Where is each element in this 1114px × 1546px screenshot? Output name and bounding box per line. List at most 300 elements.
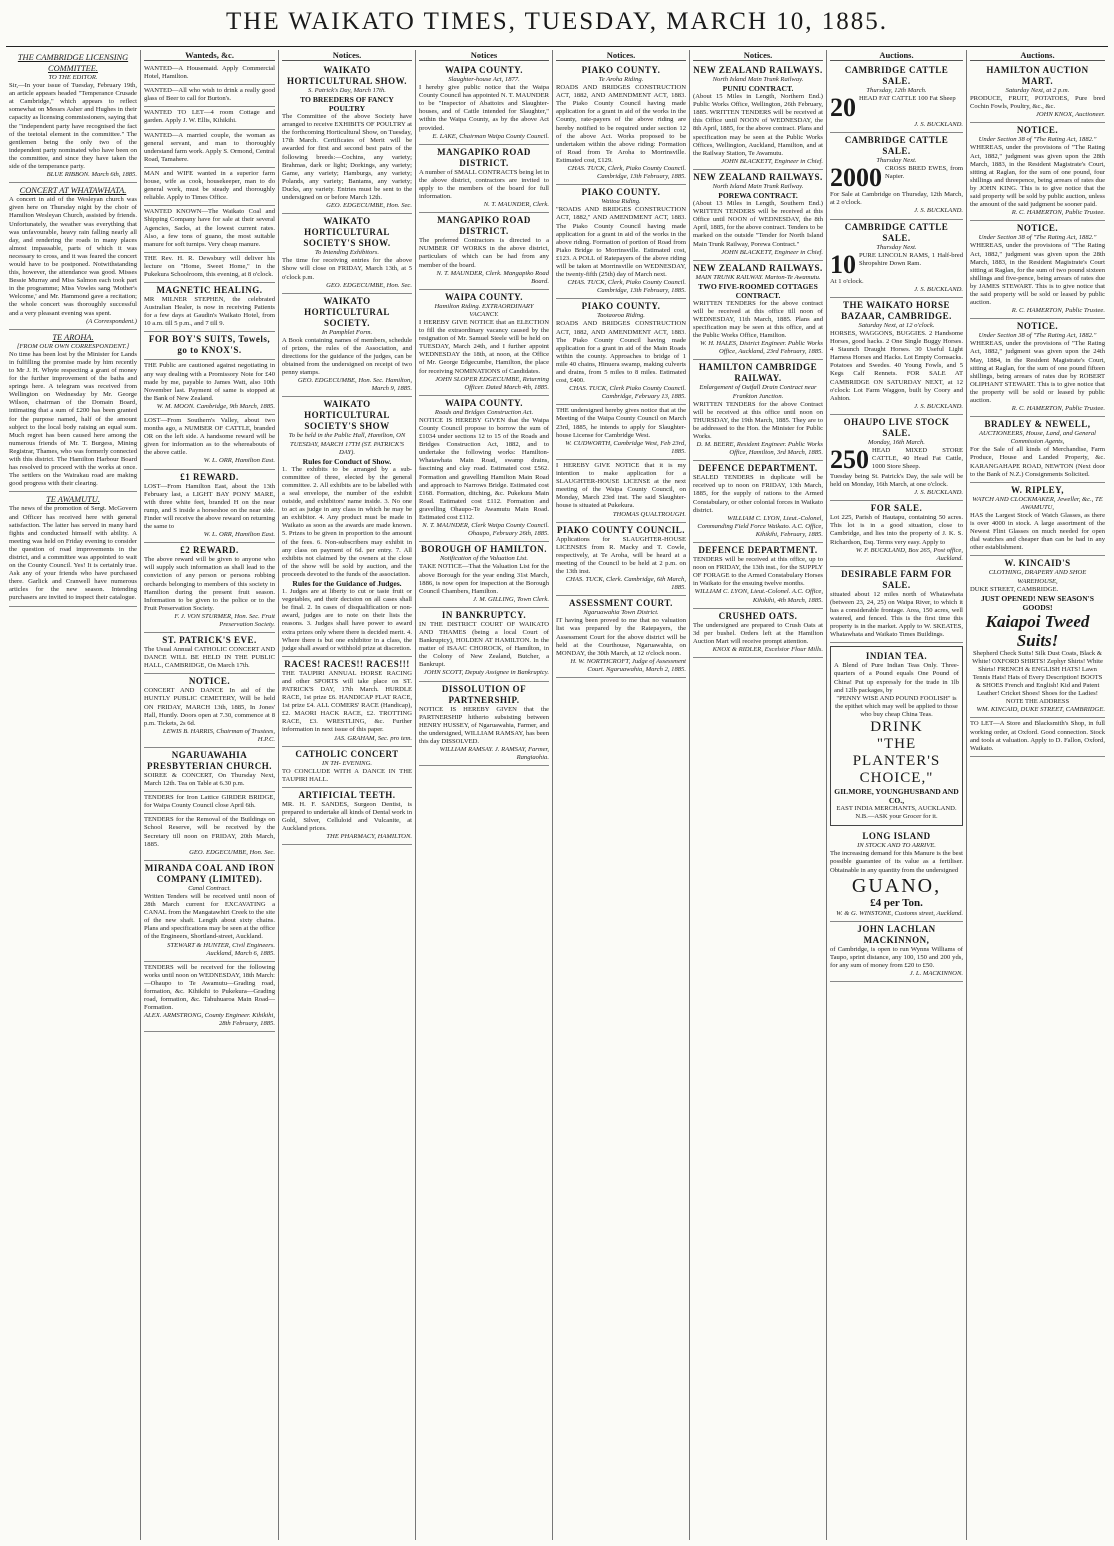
tea-note: N.B.—ASK your Grocer for it. [855, 813, 938, 821]
ad-lot-row [830, 165, 963, 191]
ad-title: FOR BOY'S SUITS, Towels, go to KNOX'S. [148, 334, 271, 356]
ad-signature: GEO. EDGECUMBE, Hon. Sec. [189, 848, 275, 856]
ad-signature: JOHN BLACKETT, Engineer in Chief. [721, 248, 823, 256]
column-heading: Auctions. [830, 50, 963, 61]
advertisement-block [282, 788, 412, 845]
advertisement-block [970, 319, 1105, 417]
column-heading: Notices. [693, 50, 823, 61]
ad-title: LONG ISLAND [862, 831, 931, 842]
ad-title: CONCERT AT WHATAWHATA. [19, 186, 127, 196]
ad-body: PRODUCE, FRUIT, POTATOES, Pure bred Cochin Fowls, Poultry, &c., &c. [970, 95, 1105, 111]
ad-body: WHEREAS, under the provisions of "The Rating Act, 1882," judgment was given upon the 24th May, 1884, in the Resident Magistrate's Court, sitting at Raglan, for the sum of one pound fifteen shillings, being arrears of rates due by ROBERT OLIPHANT STEWART. This is to give notice that the property will be sold or leased by public auction. [970, 340, 1105, 404]
ad-title: BRADLEY & NEWELL, [984, 419, 1091, 430]
advertisement-block [970, 556, 1105, 718]
ad-heading: Rules for Conduct of Show. [302, 456, 392, 466]
ad-signature: N. T. MAUNDER, Clerk Waipa County Council. Ohaupo, February 26th, 1885. [422, 522, 549, 538]
ad-signature: STEWART & HUNTER, Civil Engineers. Auckland, March 6, 1885. [167, 941, 275, 957]
ad-signature: JOHN KNOX, Auctioneer. [1035, 111, 1105, 119]
ad-title: TE AWAMUTU. [46, 495, 100, 505]
ad-subtitle: AUCTIONEERS, House, Land, and General Commission Agents, [978, 430, 1097, 446]
advertisement-block [144, 792, 275, 814]
ad-body: TENDERS will be received at this office, up to noon on FRIDAY, the 13th inst., for the SUPPLY OF FORAGE to the Armed Constabulary Horses in Waikato for the ensuing twelve months. [693, 556, 823, 588]
ad-body: A Book containing names of members, schedule of prizes, the rules of the Association, and directions for the guidance of the judges, can be obtained from the undersigned on receipt of two penny stamps. [282, 336, 412, 377]
advertisement-block [144, 415, 275, 470]
ad-signature: W. L. ORR, Hamilton East. [203, 457, 275, 465]
ad-title: DEFENCE DEPARTMENT. [698, 545, 818, 556]
masthead-rule [6, 46, 1108, 47]
ad-title: WAIKATO HORTICULTURAL SHOW. [286, 65, 408, 86]
ad-title: NEW ZEALAND RAILWAYS. [693, 262, 823, 273]
ad-signature: J. S. BUCKLAND. [914, 207, 963, 215]
kaiapoi-heading: Kaiapoi Tweed Suits! [985, 611, 1090, 650]
ad-body: (About 13 Miles in Length, Southern End.) WRITTEN TENDERS will be received at this Office until NOON of WEDNESDAY, the 8th April, 1885, for the above contract. Tenders to be marked on the outside "Tender for North Island Main Trunk Railway, Porewa Contract." [693, 200, 823, 248]
ad-signature: GEO. EDGECUMBE, Hon. Sec. [326, 281, 412, 289]
advertisement-block [693, 170, 823, 261]
lot-count: 20 [830, 93, 856, 123]
ad-title: W. KINCAID'S [1004, 558, 1071, 569]
column-heading: Notices [419, 50, 549, 61]
ad-body: The Committee of the above Society have arranged to receive EXHIBITS OF POULTRY at the forthcoming Horticultural Show, on Tuesday, 17th March. Certificates of Merit will be awarded for first and second best pairs of the following breeds:—Cochins, any variety; Brahmas, dark or light; Dorkings, any variety; Game, any variety; Hamburgs, any variety; Polands, any variety; Bantams, any variety; Ducks, any variety. Entries must be sent to the undersigned on or before March 12th. [282, 113, 412, 202]
ad-signature: CHAS. TUCK, Clerk. Cambridge, 6th March, 1885. [565, 576, 686, 592]
ad-signature: ALEX. ARMSTRONG, County Engineer. Kihikihi, 28th February, 1885. [144, 1012, 276, 1028]
ad-title: THE CAMBRIDGE LICENSING COMMITTEE. [17, 53, 129, 73]
ad-body: NOTICE IS HEREBY GIVEN that the Waipa County Council propose to borrow the sum of £1034 under sections 12 to 15 of the Roads and Bridges Construction Act, 1882, and to undertake the following works: Hamilton-Whatawhata Main Road, swamp drains, fascining and clay road. Estimated cost £562. Formation and gravelling Hamilton Main Road and approach to Narrows Bridge. Estimated cost £168. Formation, ditching, &c. Pukekura Main Road. Estimated cost £112. Formation and gravelling Ohaupo-Te Awamutu Main Road. Estimated cost £112. [419, 416, 549, 522]
newspaper-columns [6, 50, 1108, 1540]
ad-subtitle: Canal Contract. [188, 884, 231, 892]
ad-signature: THE PHARMACY, HAMILTON. [326, 833, 412, 841]
ad-signature: CHAS. TUCK, Clerk, Piako County Council. Cambridge, 13th February, 1885. [567, 165, 686, 181]
guano-heading: GUANO, [851, 874, 942, 897]
advertisement-block [282, 63, 412, 214]
ad-body: The increasing demand for this Manure is the best possible guarantee of its value as a fertiliser. Obtainable in any quantity from the undersigned [830, 850, 963, 874]
ad-body: WRITTEN TENDERS for the above Contract will be received at this office until noon on THURSDAY, the 19th March, 1885. They are to be addressed to the Hon. the Minister for Public Works. [693, 400, 823, 440]
advertisement-block [419, 63, 549, 145]
ad-body: WANTED TO LET—4 room Cottage and garden. Apply J. W. Ellis, Kihikihi. [144, 109, 275, 125]
masthead-title: THE WAIKATO TIMES, TUESDAY, MARCH 10, 1885. [226, 8, 888, 35]
ad-subtitle: IN STOCK AND TO ARRIVE. [857, 842, 936, 850]
ad-signature: J. M. GILLING, Town Clerk. [473, 595, 549, 603]
ad-body: TO CONCLUDE WITH A DANCE IN THE TAUPIRI HALL. [282, 767, 412, 783]
ad-signature: F. J. VON STURMER, Hon. Sec. Fruit Preservation Society. [174, 612, 275, 628]
ad-title: WAIPA COUNTY. [444, 291, 523, 302]
ad-body: WANTED KNOWN—The Waikato Coal and Shipping Company have for sale at their several Agencies, Sacks, at the lowest current rates. Also, a few tons of guano, the most suitable manure for soft turnips. Very cheap manure. [144, 208, 275, 248]
ad-title: WAIPA COUNTY. [444, 397, 523, 408]
column-heading: Auctions. [970, 50, 1105, 61]
ad-signature: J. S. BUCKLAND. [914, 402, 963, 410]
ad-subtitle: Monday, 16th March. [868, 438, 925, 446]
ad-body: No time has been lost by the Minister for Lands in fulfilling the promise made by him recently to Mr J. H. Whyte respecting a grant of money for the further improvement of the baths and springs here. A telegram was received from Wellington on Wednesday by Mr. George Wilson, chairman of the Domain Board, intimating that a sum of £200 has been granted for the purpose named, half of the amount subject to the local body raising an equal sum. Much regret has been caused here among the numerous friends of Mr. T. Burgess, Mining Registrar, Thames, who was formerly connected with this district. The Hamilton Harbour Board has resolved to proceed with the works at once. The settlers on the Wairakau road are making good progress with their clearing. [9, 350, 137, 488]
ad-body: TENDERS for the Removal of the Buildings on School Reserve, will be received by the Secretary till noon on FRIDAY, 20th March, 1885. [144, 816, 275, 848]
ad-body: TENDERS will be received for the following works until noon on WEDNESDAY, 18th March:—Ohaupo to Te Awamutu—Grading road, formation, &c. Kihikihi to Pukekura—Grading road, formation, &c. Tahuhuaroa Main Road—Formation. [144, 963, 275, 1012]
ad-subtitle: To be held in the Public Hall, Hamilton, ON TUESDAY, MARCH 17TH (ST. PATRICK'S DAY). [288, 432, 406, 456]
ad-subtitle: Slaughter-house Act, 1877. [448, 76, 520, 83]
tea-quote: "PENNY WISE AND POUND FOOLISH" is the epithet which may well be applied to those who buy cheap China Teas. [835, 694, 958, 718]
ad-subtitle: Saturday Next, at 12 o'clock. [858, 321, 935, 329]
ad-signature: W. CUDWORTH, Cambridge West, Feb 23rd, 1885. [565, 439, 686, 455]
ad-signature: JOHN BLACKETT, Engineer in Chief. [721, 157, 823, 165]
advertisement-block [282, 294, 412, 398]
advertisement-block [830, 63, 963, 133]
ad-body: THE undersigned hereby gives notice that at the Meeting of the Waipa County Council on March 23rd, 1885, he intends to apply for Slaughter-house License for Cambridge West. [556, 407, 686, 439]
ad-body: THE Rev. H. R. Dewsbury will deliver his lecture on "Home, Sweet Home," in the Pukekura Schoolroom, this evening, at 8 o'clock. [144, 254, 275, 278]
advertisement-block [970, 221, 1105, 319]
advertisement-block [970, 483, 1105, 557]
ad-signature: LEWIS B. HARRIS, Chairman of Trustees, H.P.C. [162, 727, 275, 743]
ad-body: TENDERS for Iron Lattice GIRDER BRIDGE, for Waipa County Council close April 6th. [144, 794, 275, 810]
advertisement-block [419, 290, 549, 396]
ad-subtitle: Thursday, 12th March. [866, 87, 927, 94]
ad-body: of Cambridge, is open to run Wynns Williams of Taupo, sprint distance, any 100, 150 and 200 yds, for any sum of money from £20 to £50. [830, 945, 963, 969]
ad-title: MANGAPIKO ROAD DISTRICT. [437, 146, 531, 168]
advertisement-block [693, 543, 823, 609]
ad-title: JOHN LACHLAN MACKINNON, [857, 923, 936, 945]
ad-body: The time for receiving entries for the above Show will close on FRIDAY, March 13th, at 5 o'clock p.m. [282, 257, 412, 281]
goods-list: Shepherd Check Suits! Silk Dust Coats, Black & White! OXFORD SHIRTS! Zephyr Shirts! White Shirts! FRENCH & ENGLISH HATS! Lawn Tennis Hats! Hats of Every Description! BOOTS & SHOES French and English! Kid and Patent Leather! Cricket Shoes! Shoes for the Ladies! [972, 649, 1103, 698]
advertisement-block [830, 501, 963, 567]
ad-body: HAS the Largest Stock of Watch Glasses, as there is over 4000 in stock. A large assortment of the Newest Flint Glasses on much needed for open dial watches and cheaper than can be had in any other establishment. [970, 511, 1105, 552]
ad-signature: GEO. EDGECUMBE, Hon. Sec. [326, 202, 412, 210]
ad-subtitle: TO THE EDITOR. [48, 74, 98, 81]
advertisement-block [282, 747, 412, 788]
ad-title: ASSESSMENT COURT. [569, 598, 673, 609]
column-5 [553, 50, 690, 1540]
ad-title: MIRANDA COAL AND IRON COMPANY (LIMITED). [144, 862, 275, 884]
ad-subtitle: Under Section 38 of "The Rating Act, 1882." [978, 332, 1097, 340]
column-6 [690, 50, 827, 1540]
ad-signature: CHAS. TUCK, Clerk Piako County Council. Cambridge, February 13, 1885. [569, 385, 686, 401]
ad-title: DESIRABLE FARM FOR SALE. [841, 568, 952, 590]
advertisement-block [282, 657, 412, 747]
ad-title: PIAKO COUNTY. [581, 187, 661, 198]
ad-signature: JOHN SCOTT, Deputy Assignee in Bankruptcy. [423, 669, 549, 677]
ad-body: A number of SMALL CONTRACTS being let in the above district, contractors are invited to apply to the members of the board for full information. [419, 168, 549, 201]
ad-signature: H. W. NORTHCROFT, Judge of Assessment Court. Ngaruawahia, March 2, 1885. [570, 657, 686, 673]
advertisement-block [9, 492, 137, 606]
ad-body: CONCERT AND DANCE In aid of the HUNTLY PUBLIC CEMETERY, Will be held ON FRIDAY, MARCH 13th, 1885, In Jones' Hall, Huntly. Doors open at 7.30, commence at 8 p.m. Tickets, 2s 6d. [144, 687, 275, 727]
new-goods-heading: JUST OPENED! NEW SEASON'S GOODS! [980, 593, 1095, 612]
ad-body: WANTED—A married couple, the woman as general servant, and man to thoroughly understand farm work. Apply S. Ormond, Central Road, Tamahere. [144, 131, 275, 163]
ad-heading: PUNIU CONTRACT. [722, 84, 794, 94]
ad-signature: J. S. BUCKLAND. [914, 285, 963, 293]
column-4 [416, 50, 553, 1540]
advertisement-block [830, 922, 963, 982]
ad-title: OHAUPO LIVE STOCK SALE. [843, 416, 950, 438]
advertisement-block [144, 253, 275, 283]
advertisement-block [419, 145, 549, 213]
ad-title: PIAKO COUNTY. [581, 301, 661, 312]
ad-title: ST. PATRICK'S EVE. [162, 635, 257, 646]
ad-signature: JOHN SLOPER EDGECUMBE, Returning Officer. Dated March 4th, 1885. [435, 375, 549, 391]
ad-body: SEALED TENDERS in duplicate will be received up to noon on FRIDAY, 13th March, 1885, for the supply of rations to the Armed Constabulary, or other colonial forces in Waikato district. [693, 474, 823, 514]
column-heading: Wanteds, &c. [144, 50, 275, 61]
advertisement-block [830, 298, 963, 415]
ad-subtitle: S. Patrick's Day, March 17th. [308, 87, 386, 94]
ad-body: I HEREBY GIVE NOTICE that an ELECTION to fill the extraordinary vacancy caused by the resignation of Mr. Samuel Steele will be held on TUESDAY, March 24th, and I further appoint WEDNESDAY the 18th, at noon, at the Office of Mr. George Edgecumbe, Hamilton, the place for receiving NOMINATIONS of Candidates. [419, 318, 549, 375]
ad-signature: R. C. HAMERTON, Public Trustee. [1011, 405, 1105, 413]
advertisement-block [970, 63, 1105, 123]
ad-title: CAMBRIDGE CATTLE SALE. [844, 221, 949, 243]
ad-signature: GEO. EDGECUMBE, Hon. Sec. Hamilton, March 9, 1885. [297, 377, 412, 393]
tea-firm-address: EAST INDIA MERCHANTS, AUCKLAND. [836, 805, 957, 813]
advertisement-block [144, 283, 275, 332]
column-8 [967, 50, 1108, 1540]
ad-title: NEW ZEALAND RAILWAYS. [693, 65, 823, 75]
ad-signature: D. M. BEERE, Resident Engineer. Public Works Office, Hamilton, 3rd March, 1885. [696, 441, 823, 457]
ad-signature: N. T. MAUNDER, Clerk. Mangapiko Road Board. [436, 269, 549, 285]
tea-firm: GILMORE, YOUNGHUSBAND AND CO., [834, 787, 959, 806]
advertisement-block [556, 596, 686, 678]
ad-signature: R. C. HAMERTON, Public Trustee. [1011, 209, 1105, 217]
ad-subtitle: CLOTHING, DRAPERY AND SHOE WAREHOUSE, [988, 569, 1087, 585]
ad-title: NEW ZEALAND RAILWAYS. [693, 171, 823, 182]
ad-body: TAKE NOTICE—That the Valuation List for the above Borough for the year ending 31st March, 1886, is now open for inspection at the Borough Council Chambers, Hamilton. [419, 563, 549, 595]
lot-count: 10 [830, 249, 856, 279]
advertisement-block [830, 567, 963, 644]
ad-body: SOIREE & CONCERT, On Thursday Next, March 12th. Tea on Table at 6.30 p.m. [144, 772, 275, 788]
ad-body: IT having been proved to me that no valuation list was prepared by the Ratepayers, the Assessment Court for the above district will be held at the Courthouse, Ngaruawahia, on MONDAY, the 30th March, at 12 o'clock noon. [556, 617, 686, 657]
advertisement-block [144, 962, 275, 1033]
ad-title: RACES! RACES!! RACES!!! [284, 658, 410, 669]
ad-body: The undersigned are prepared to Crush Oats at 3d per bushel. Orders left at the Hamilton Auction Mart will receive prompt attention. [693, 621, 823, 645]
ad-title: DEFENCE DEPARTMENT. [698, 463, 818, 474]
ad-subtitle: Enlargement of Outfall Drain Contract near Frankton Junction. [699, 384, 817, 400]
column-2 [141, 50, 279, 1540]
ad-title: MAGNETIC HEALING. [156, 285, 263, 296]
column-heading: Notices. [282, 50, 412, 61]
ad-title: WAIKATO HORTICULTURAL SOCIETY'S SHOW [304, 399, 390, 432]
ad-subtitle: Saturday Next, at 2 p.m. [1005, 87, 1070, 94]
ad-title: CRUSHED OATS. [718, 610, 798, 621]
ad-signature: R. C. HAMERTON, Public Trustee. [1011, 307, 1105, 315]
ad-body: Lot 225, Parish of Hautapu, containing 50 acres. This lot is in a good situation, close to Cambridge, and lies into the property of J. K. S. Richardson, Esq. Terms very easy. Apply to [830, 514, 963, 546]
advertisement-block [830, 646, 963, 826]
ad-heading: TO BREEDERS OF FANCY POULTRY [300, 95, 394, 114]
ad-body: The above reward will be given to anyone who will supply such information as shall lead to the conviction of any person or persons robbing orchards belonging to members of this society in Hamilton during the present fruit season. Information to be given to the police or to the Fruit Preservation Society. [144, 556, 275, 612]
ad-title: MANGAPIKO ROAD DISTRICT. [437, 215, 531, 237]
ad-title: FOR SALE. [870, 503, 923, 514]
ad-subtitle: Thursday Next. [876, 157, 917, 165]
ad-body: I hereby give public notice that the Waipa County Council has appointed N. T. MAUNDER to be "Inspector of Abattoirs and Slaughter-houses, and of Cattle intended for Slaughter," within the Waipa County, as by the above Act provided. [419, 84, 549, 132]
advertisement-block [419, 213, 549, 290]
ad-body: The preferred Contractors is directed to a NUMBER OF WORKS in the above district, particulars of which can be had from any member of the board. [419, 237, 549, 269]
planter-heading: "THE PLANTER'S CHOICE," [852, 736, 941, 787]
advertisement-block [970, 417, 1105, 483]
ad-body: ROADS AND BRIDGES CONSTRUCTION ACT, 1882, AND AMENDMENT ACT, 1883. The Piako County Council having made application for a grant in aid of the Main Roads within the county. Approaches to bridge of 1 mile 40 chains, Hinuera swamp, making culverts and drains, from 5 miles to 8 miles. Estimated cost, £400. [556, 320, 686, 385]
column-3 [279, 50, 416, 1540]
ad-signature: W. & G. WINSTONE, Customs street, Auckland. [836, 909, 963, 917]
ad-heading: Rules for the Guidance of Judges. [292, 579, 402, 589]
ad-title: NOTICE. [1016, 125, 1059, 136]
ad-title: DISSOLUTION OF PARTNERSHIP. [441, 683, 527, 705]
advertisement-block [419, 682, 549, 767]
ad-body: 1. Judges are at liberty to cut or taste fruit or vegetables, and their decision on all cases shall be final. 2. In cases of disqualification or non-award, judges are to note on their lists the reasons. 3. Judges shall have power to award extra prizes only where there is decided merit. 4. Where there is but one exhibitor in a class, the judge shall award or withhold prize at discretion. [282, 588, 412, 652]
ad-body: MR MILNER STEPHEN, the celebrated Australian Healer, is now in receiving Patients for a few days at Gaudin's Waikato Hotel, from 10 a.m. till 5 p.m., and 7 till 9. [144, 296, 275, 328]
ad-title: WAIPA COUNTY. [444, 65, 523, 75]
ad-body: DUKE STREET, CAMBRIDGE. [970, 585, 1059, 593]
ad-body: IN THE DISTRICT COURT OF WAIKATO AND THAMES (being a local Court of Bankruptcy), HOLDEN AT HAMILTON. In the matter of ISAAC CHOROCK, of Hamilton, in the Colony of New Zealand, Butcher, a Bankrupt. [419, 620, 549, 669]
ad-subtitle: North Island Main Trunk Railway. [712, 76, 804, 83]
column-heading: Notices. [556, 50, 686, 61]
ad-lot-row [830, 95, 963, 121]
ad-title: PIAKO COUNTY. [581, 65, 661, 75]
ad-title: NOTICE. [188, 676, 231, 687]
advertisement-block [693, 609, 823, 658]
ad-signature: JAS. GRAHAM, Sec. pro tem. [333, 734, 412, 742]
ad-body: A concert in aid of the Wesleyan church was given here on Thursday night by the choir of Hamilton Wesleyan Church, assisted by friends. Unfortunately, the weather was everything that was unfavourable, heavy rain falling nearly all day, and rendering the roads in many places almost impassable, parts of which it was necessary to cross, and it was feared the concert would have to be postponed. Notwithstanding this, however, the attendance was good. Misses Bessie Murray and Miss Salmon each took part in the programme; Miss Vowles sang 'Mother's Welcome,' and Mr. Hammond gave a recitation; the whole concert was thoroughly successful and a very pleasant evening was spent. [9, 196, 137, 317]
advertisement-block [419, 542, 549, 608]
ad-signature: W. L. ORR, Hamilton East. [203, 531, 275, 539]
ad-body: Tuesday being St. Patrick's Day, the sale will be held on Monday, 16th March, at one o'clock. [830, 472, 963, 489]
advertisement-block [830, 829, 963, 921]
ad-signature: W. F. BUCKLAND, Box 265, Post office, Auckland. [855, 546, 963, 562]
ad-subtitle: Notification of the Valuation List. [439, 555, 529, 563]
ad-subtitle: Roads and Bridges Construction Act. [434, 408, 534, 416]
advertisement-block [9, 50, 137, 183]
ad-signature: WILLIAM RAMSAY. J. RAMSAY, Farmer, Rangiaohia. [439, 746, 549, 762]
ad-title: INDIAN TEA. [865, 651, 928, 662]
advertisement-block [830, 133, 963, 219]
ad-subtitle: Under Section 38 of "The Rating Act, 1882." [978, 136, 1097, 144]
advertisement-block [556, 523, 686, 597]
ad-body: Written Tenders will be received until noon of 28th March current for EXCAVATING a CANAL from the Mangatawhiri Creek to the site of the new shaft. Length about sixty chains. Plans and specifications may be seen at the office of the Engineers, Shortland-street, Auckland. [144, 892, 275, 941]
advertisement-block [144, 814, 275, 860]
advertisement-block [144, 861, 275, 962]
ad-body: WRITTEN TENDERS for the above contract will be received at this office till noon of WEDNESDAY, 11th March, 1885. Plans and specification may be seen at this office, and at the Public Works Office, Hamilton. [693, 299, 823, 340]
ad-body: NOTICE IS HEREBY GIVEN that the PARTNERSHIP hitherto subsisting between HENRY HUSSEY, of Ngaruawahia, Farmer, and the undersigned, WILLIAM RAMSAY, has been this day DISSOLVED. [419, 705, 549, 745]
ad-title: TE AROHA. [52, 332, 94, 342]
ad-signature: J. L. MACKINNON. [909, 969, 963, 977]
advertisement-block [556, 460, 686, 523]
ad-subtitle: Taotaoroa Riding. [597, 312, 645, 320]
ad-body: LOST—From Southern's Valley, about two months ago, a NUMBER OF CATTLE, branded OR on the left side. A handsome reward will be given for information as to the whereabouts of the above cattle. [144, 417, 275, 457]
ad-title: HAMILTON AUCTION MART. [986, 65, 1089, 86]
ad-title: WAIKATO HORTICULTURAL SOCIETY. [304, 295, 390, 328]
ad-subtitle: IN TH- EVENING. [321, 759, 372, 767]
advertisement-block [144, 130, 275, 168]
ad-title: £2 REWARD. [180, 545, 239, 556]
lot-description: CROSS BRED EWES, from Napier. [885, 165, 963, 181]
ad-signature: W. H. HALES, District Engineer. Public Works Office, Auckland, 23rd February, 1885. [700, 340, 823, 356]
ad-body: The Usual Annual CATHOLIC CONCERT AND DANCE WILL BE HELD IN THE PUBLIC HALL, CAMBRIDGE, On March 17th. [144, 646, 275, 670]
advertisement-block [144, 748, 275, 792]
advertisement-block [144, 85, 275, 107]
ad-title: CAMBRIDGE CATTLE SALE. [844, 65, 949, 86]
ad-signature: BLUE RIBBON. March 6th, 1885. [46, 171, 137, 179]
ad-signature: (A Correspondent.) [86, 317, 137, 325]
guano-price: £4 per Ton. [870, 896, 923, 909]
ad-subtitle: Hamilton Riding. EXTRAORDINARY VACANCY. [434, 302, 534, 318]
lot-description: HEAD FAT CATTLE 100 Fat Sheep [859, 95, 956, 103]
ad-body: For the Sale of all kinds of Merchandise, Farm Produce, House and Landed Property, &c. KARANGAHAPE ROAD, NEWTON (Next door to the Bank of N.Z.) Consignments Solicited. [970, 446, 1105, 478]
advertisement-block [144, 168, 275, 206]
ad-body: TO LET—A Store and Blacksmith's Shop, in full working order, at Oxford. Good connection. Stock and tools at valuation. Apply to D. Fallon, Oxford, Waikato. [970, 720, 1105, 752]
ad-body: For Sale at Cambridge on Thursday, 12th March, at 2 o'clock. [830, 191, 963, 207]
ad-subtitle: Te Aroha Riding. [598, 76, 644, 83]
advertisement-block [282, 214, 412, 293]
ad-subtitle: Ngaruawahia Town District. [583, 609, 659, 617]
advertisement-block [693, 360, 823, 461]
ad-subtitle: North Island Main Trunk Railway. [712, 182, 804, 190]
ad-body: Sir,—In your issue of Tuesday, February 19th, an article appears headed "Temperance Crusade at Cambridge," which appears to reflect somewhat on Messrs Asher and Hughes in their capacity as licensing commissioners, saying that the "independent party have recognised the fact of the teetotal element in the committee." The gentlemen being the only two of the independent party nominated who have been on the committee, and since they have taken the side of the temperance party. [9, 82, 137, 171]
column-1 [6, 50, 141, 1540]
ad-heading: TWO FIVE-ROOMED COTTAGES CONTRACT. [698, 281, 818, 300]
advertisement-block [144, 332, 275, 360]
ad-title: NOTICE. [1016, 223, 1059, 234]
advertisement-block [556, 63, 686, 185]
advertisement-block [693, 63, 823, 170]
advertisement-block [693, 461, 823, 543]
ad-heading: POREWA CONTRACT. [718, 191, 798, 201]
ad-signature: WM. KINCAID, DUKE STREET, CAMBRIDGE. [976, 706, 1105, 714]
ad-signature: WILLIAM C. LYON, Lieut.-Colonel. A.C. Office, Kihikihi, 4th March, 1885. [694, 588, 823, 604]
ad-title: CAMBRIDGE CATTLE SALE. [844, 135, 949, 157]
ad-body: (About 15 Miles in Length, Northern End.) Public Works Office, Wellington, 26th February, 1885. WRITTEN TENDERS will be received at this Office until NOON of WEDNESDAY, the 8th April, 1885, for the above contract. Plans and specification may be seen at the Public Works Offices, Wellington, Auckland, Hamilton, and at the Railway Station, Te Awamutu. [693, 93, 823, 157]
ad-signature: THOMAS QUALTROUGH. [612, 510, 686, 518]
ad-signature: E. LAKE, Chairman Waipa County Council. [432, 132, 549, 140]
ad-subtitle: To Intending Exhibitors. [314, 249, 380, 257]
ad-body: LOST—From Hamilton East, about the 13th February last, a LIGHT BAY PONY MARE, with three white feet, branded H on the near rump, and S inside a horseshoe on the near side. Finder will receive the above reward on returning the same to [144, 482, 275, 531]
ad-subtitle: In Pamphlet Form. [321, 328, 373, 336]
ad-title: W. RIPLEY, [1010, 484, 1065, 495]
ad-body: WANTED—A Housemaid. Apply Commercial Hotel, Hamilton. [144, 65, 275, 81]
advertisement-block [419, 396, 549, 543]
advertisement-block [144, 206, 275, 252]
advertisement-block [693, 261, 823, 361]
ad-body: HORSES, WAGGONS, BUGGIES. 2 Handsome Horses, good hacks. 2 One Single Buggy Horses. 4 Staunch Draught Horses. 30 Useful Light Harness Horses and Hacks. Lot Empty Cornsacks. Potatoes and Swedes. 40 Young Fowls, and 5 Kegs Calf Rennets. FOR SALE AT CAMBRIDGE ON SATURDAY NEXT, at 12 o'clock: Lot Farm Waggon, built by Coory and Ashton. [830, 329, 963, 402]
advertisement-block [144, 543, 275, 633]
ad-body: THE TAUPIRI ANNUAL HORSE RACING and other SPORTS will take place on ST. PATRICK'S DAY, 17th March. HURDLE RACE, 1st prize £6. HANDICAP FLAT RACE, 1st prize £4. ALL COMERS' RACE (Handicap), £2. MAORI HACK RACE, £2. TROTTING RACE, £3. WRESTLING, &c. Further information in next issue of this paper. [282, 669, 412, 734]
advertisement-block [144, 674, 275, 748]
ad-subtitle: WATCH AND CLOCKMAKER, Jeweller, &c., TE AWAMUTU, [972, 495, 1103, 511]
ad-body: THE Public are cautioned against negotiating in any way dealing with a Promissory Note for £40 made by me, payable to James Watt, also 10th November last. Payment of same is stopped at the Bank of New Zealand. [144, 362, 275, 402]
advertisement-block [970, 123, 1105, 221]
address-note: NOTE THE ADDRESS [1005, 698, 1070, 706]
ad-title: HAMILTON CAMBRIDGE RAILWAY. [698, 362, 818, 384]
ad-body: situated about 12 miles north of Whatawhata (between 23, 24, 25) on Waipa River, to which it has a considerable frontage. Area, 150 acres, well watered, and fenced. This is the first time this property is in the market. Apply to W. SKEATES, Whatawhata and Waikato Times Buildings. [830, 590, 963, 639]
ad-title: ARTIFICIAL TEETH. [298, 789, 396, 800]
ad-title: PIAKO COUNTY COUNCIL. [557, 524, 685, 535]
ad-signature: WILLIAM C. LYON, Lieut.-Colonel, Commanding Field Force Waikato. A.C. Office, Kihikihi, February, 1885. [697, 514, 823, 538]
lot-description: HEAD MIXED STORE CATTLE, 40 Head Fat Cattle, 1000 Store Sheep. [872, 446, 963, 471]
ad-signature: KNOX & RIDLER, Excelsior Flour Mills. [712, 645, 823, 653]
ad-body: "ROADS AND BRIDGES CONSTRUCTION ACT, 1882," AND AMENDMENT ACT, 1883. The Piako County Council having made application for a grant in aid of the works in the above riding. Formation of portion of Road from Piako Bridge to Morrinsville. Estimated cost, £123. A POLL of Ratepayers of the above riding will be taken at Morrinsville on WEDNESDAY, the twenty-fifth (25th) day of March next. [556, 206, 686, 279]
ad-body: ROADS AND BRIDGES CONSTRUCTION ACT, 1882, AND AMENDMENT ACT, 1883. The Piako County Council having made application for a grant in aid of the works in the County, rate-payers of the above riding are hereby notified to be required under section 12 of the above Act. Works proposed to be undertaken within the above riding: Formation of Road from Te Aroha to Morrinsville. Estimated cost, £129. [556, 84, 686, 164]
ad-body: A Blend of Pure Indian Teas Only. Three-quarters of a Pound equals One Pound of China! Put up expressly for the trade in 1lb and 12lb packages, by [834, 662, 959, 694]
ad-body: MR. H. F. SANDES, Surgeon Dentist, is prepared to undertake all kinds of Dental work in Gold, Silver, Celluloid and Vulcanite, at Auckland prices. [282, 800, 413, 833]
ad-signature: J. S. BUCKLAND. [914, 489, 963, 497]
ad-subtitle: MAIN TRUNK RAILWAY. Marton-Te Awamutu. [695, 273, 821, 281]
advertisement-block [830, 220, 963, 298]
ad-title: £1 REWARD. [180, 471, 239, 482]
ad-lot-row [830, 444, 963, 474]
ad-subtitle: [FROM OUR OWN CORRESPONDENT.] [16, 342, 130, 350]
advertisement-block [144, 470, 275, 544]
ad-body: The news of the promotion of Sergt. McGovern and Officer has received here with general satisfaction. The latter has served in many hard fights and conducted himself with ability. A meeting was held on Friday evening to consider the question of road improvements in the district, and a committee was appointed to wait on the County Council. Yes! It is certainly true. Ask any of your friends who have purchased there. Garlick and Cranwell have numerous articles for the new season. Intending purchasers are invited to inspect their catalogue. [9, 505, 137, 602]
advertisement-block [830, 415, 963, 501]
advertisement-block [144, 107, 275, 129]
advertisement-block [282, 397, 412, 656]
ad-lot-row [830, 249, 963, 279]
ad-body: WANTED—All who wish to drink a really good glass of Beer to call for Burton's. [144, 87, 275, 103]
advertisement-block [9, 183, 137, 330]
drink-heading: DRINK [870, 719, 923, 736]
ad-title: THE WAIKATO HORSE BAZAAR, CAMBRIDGE. [841, 299, 952, 321]
ad-title: NGARUAWAHIA PRESBYTERIAN CHURCH. [146, 750, 272, 771]
advertisement-block [419, 608, 549, 682]
advertisement-block [144, 63, 275, 85]
advertisement-block [556, 185, 686, 299]
ad-body: WHEREAS, under the provisions of "The Rating Act, 1882," judgment was given upon the 28th March, 1883, in the Resident Magistrate's Court sitting at Raglan, for the sum of two pound sixteen shillings and five-pence, being arrears of rates due by JAMES STEWART. This is to give notice that the said property will be sold or leased by public auction. [970, 242, 1105, 307]
